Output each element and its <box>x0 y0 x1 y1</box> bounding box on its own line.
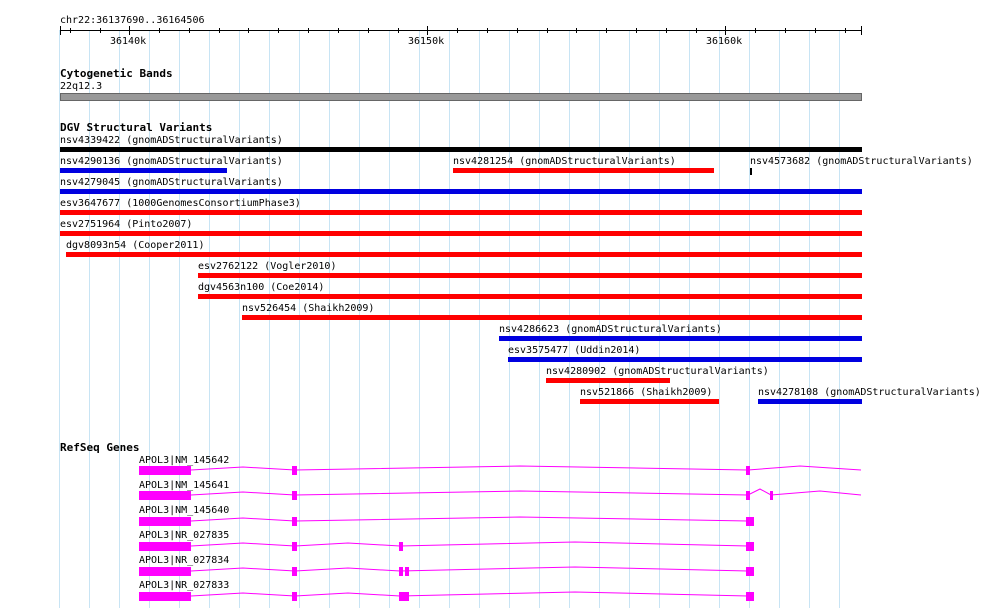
variant-label: nsv4278108 (gnomADStructuralVariants) <box>758 387 981 398</box>
transcript-exon[interactable] <box>292 491 297 500</box>
cytoband-label: 22q12.3 <box>60 81 103 92</box>
ruler-tick-label: 36150k <box>408 36 445 47</box>
transcript-label: APOL3|NM_145642 <box>139 455 230 466</box>
transcript-exon[interactable] <box>139 466 191 475</box>
variant-bar[interactable] <box>546 378 670 383</box>
variant-label: nsv526454 (Shaikh2009) <box>242 303 375 314</box>
transcript-exon[interactable] <box>746 592 754 601</box>
ruler-tick-label: 36140k <box>110 36 147 47</box>
variant-label: esv2762122 (Vogler2010) <box>198 261 337 272</box>
variant-bar[interactable] <box>453 168 714 173</box>
variant-label: nsv4573682 (gnomADStructuralVariants) <box>750 156 973 167</box>
variant-label: nsv521866 (Shaikh2009) <box>580 387 713 398</box>
variant-label: esv2751964 (Pinto2007) <box>60 219 193 230</box>
transcript-exon[interactable] <box>292 466 297 475</box>
variant-bar[interactable] <box>580 399 719 404</box>
transcript-exon[interactable] <box>292 517 297 526</box>
transcript-exon[interactable] <box>746 542 754 551</box>
transcript-label: APOL3|NR_027834 <box>139 555 230 566</box>
transcript-label: APOL3|NR_027835 <box>139 530 230 541</box>
ruler-major-tick <box>725 26 726 35</box>
variant-bar[interactable] <box>60 189 862 194</box>
transcript-exon[interactable] <box>139 491 191 500</box>
variant-bar[interactable] <box>508 357 862 362</box>
variant-bar[interactable] <box>499 336 862 341</box>
transcript-label: APOL3|NR_027833 <box>139 580 230 591</box>
transcript-exon[interactable] <box>139 517 191 526</box>
transcript-exon[interactable] <box>405 567 409 576</box>
transcript-exon[interactable] <box>292 567 297 576</box>
region-label: chr22:36137690..36164506 <box>60 15 205 26</box>
variant-label: nsv4286623 (gnomADStructuralVariants) <box>499 324 722 335</box>
variant-label: nsv4279045 (gnomADStructuralVariants) <box>60 177 283 188</box>
transcript-exon[interactable] <box>770 491 773 500</box>
transcript-exon[interactable] <box>746 567 754 576</box>
variant-bar[interactable] <box>60 210 862 215</box>
transcript-label: APOL3|NM_145641 <box>139 480 230 491</box>
variant-bar[interactable] <box>60 231 862 236</box>
variant-label: esv3575477 (Uddin2014) <box>508 345 641 356</box>
transcript-exon[interactable] <box>746 517 754 526</box>
variant-label: nsv4339422 (gnomADStructuralVariants) <box>60 135 283 146</box>
transcript-intron-line <box>0 460 890 480</box>
variant-bar[interactable] <box>198 294 862 299</box>
transcript-exon[interactable] <box>292 592 297 601</box>
variant-bar[interactable] <box>60 147 862 152</box>
transcript-intron-line <box>0 585 890 605</box>
variant-label: nsv4280902 (gnomADStructuralVariants) <box>546 366 769 377</box>
transcript-exon[interactable] <box>399 542 403 551</box>
transcript-intron-line <box>0 560 890 580</box>
variant-bar[interactable] <box>66 252 862 257</box>
transcript-exon[interactable] <box>292 542 297 551</box>
ruler-tick-label: 36160k <box>706 36 743 47</box>
variant-bar[interactable] <box>758 399 862 404</box>
variant-bar[interactable] <box>60 168 227 173</box>
variant-bar[interactable] <box>242 315 862 320</box>
transcript-exon[interactable] <box>399 567 403 576</box>
variant-label: nsv4281254 (gnomADStructuralVariants) <box>453 156 676 167</box>
transcript-exon[interactable] <box>139 592 191 601</box>
variant-label: esv3647677 (1000GenomesConsortiumPhase3) <box>60 198 301 209</box>
variant-label: dgv8093n54 (Cooper2011) <box>66 240 205 251</box>
variant-label: dgv4563n100 (Coe2014) <box>198 282 325 293</box>
transcript-label: APOL3|NM_145640 <box>139 505 230 516</box>
transcript-exon[interactable] <box>746 491 750 500</box>
transcript-exon[interactable] <box>746 466 750 475</box>
variant-label: nsv4290136 (gnomADStructuralVariants) <box>60 156 283 167</box>
transcript-exon[interactable] <box>399 592 409 601</box>
dgv-title: DGV Structural Variants <box>60 121 213 134</box>
transcript-exon[interactable] <box>139 542 191 551</box>
refseq-title: RefSeq Genes <box>60 441 140 454</box>
ruler-major-tick <box>129 26 130 35</box>
variant-bar[interactable] <box>198 273 862 278</box>
transcript-intron-line <box>0 510 890 530</box>
variant-bar[interactable] <box>750 168 752 175</box>
cytoband-bar[interactable] <box>60 93 862 101</box>
ruler-major-tick <box>427 26 428 35</box>
ruler-axis <box>60 30 862 31</box>
transcript-intron-line <box>0 535 890 555</box>
transcript-intron-line <box>0 485 890 505</box>
transcript-exon[interactable] <box>139 567 191 576</box>
cytoband-title: Cytogenetic Bands <box>60 67 173 80</box>
